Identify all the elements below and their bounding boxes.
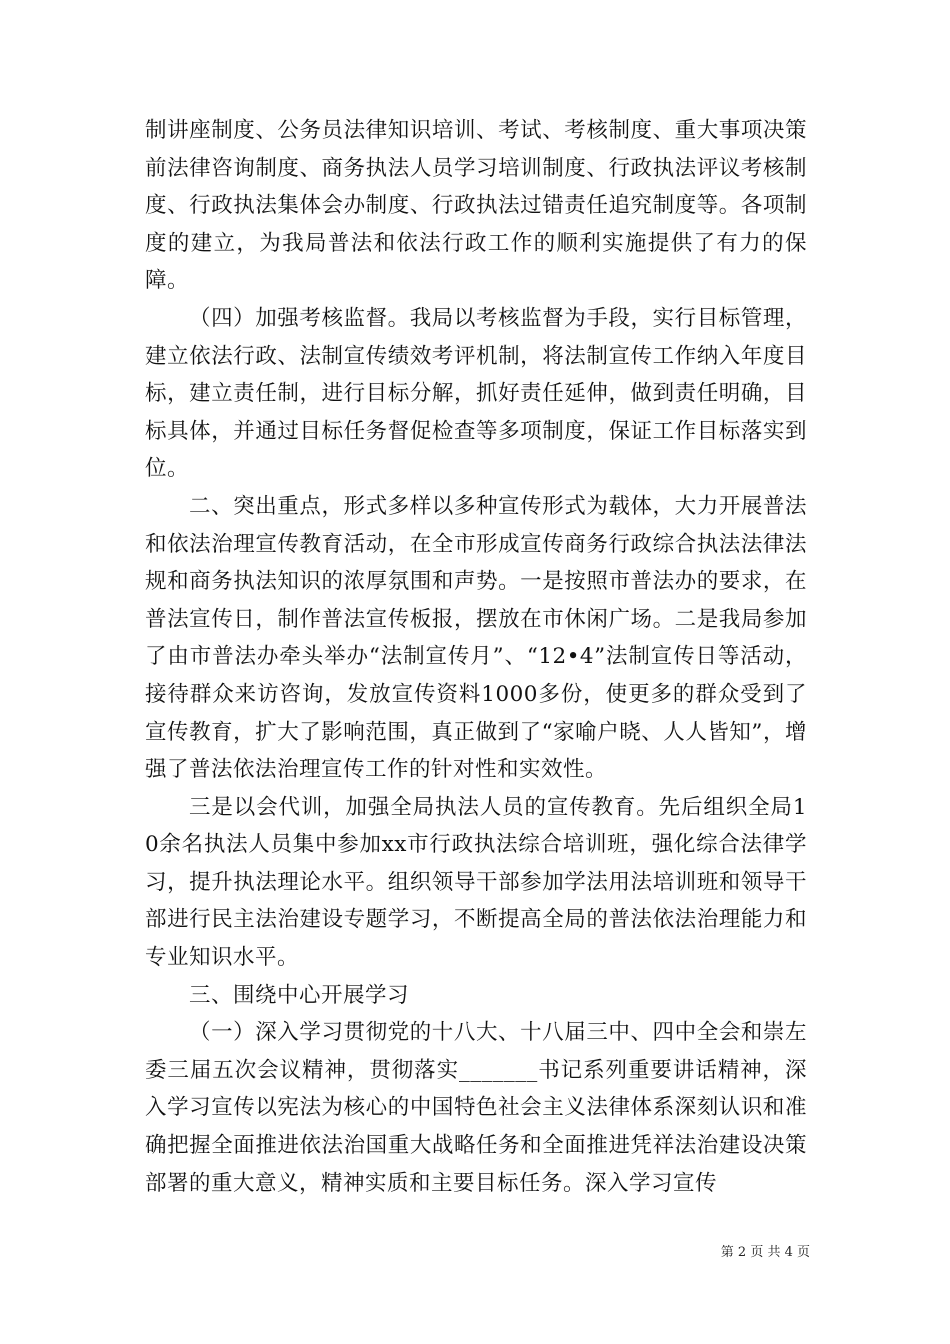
paragraph-continued-rules: 制讲座制度、公务员法律知识培训、考试、考核制度、重大事项决策前法律咨询制度、商务执法人员学习培训制度、行政执法评议考核制度、行政执法集体会办制度、行政执法过错责任追究制度等。各项制度的建立，为我局普法和依法行政工作的顺利实施提供了有力的保障。: [145, 118, 807, 294]
document-body: [145, 112, 807, 1202]
paragraph-study-spirit: （一）深入学习贯彻党的十八大、十八届三中、四中全会和崇左委三届五次会议精神，贯彻落实_______书记系列重要讲话精神，深入学习宣传以宪法为核心的中国特色社会主义法律体系深刻认识和准确把握全面推进依法治国重大战略任务和全面推进凭祥法治建设决策部署的重大意义，精神实质和主要目标任务。深入学习宣传: [145, 1020, 807, 1196]
paragraph-assessment-supervision: （四）加强考核监督。我局以考核监督为手段，实行目标管理，建立依法行政、法制宣传绩效考评机制，将法制宣传工作纳入年度目标，建立责任制，进行目标分解，抓好责任延伸，做到责任明确，目标具体，并通过目标任务督促检查等多项制度，保证工作目标落实到位。: [145, 305, 807, 482]
page-number: 第 2 页 共 4 页: [720, 1245, 810, 1260]
paragraph-training-by-meeting: 三是以会代训，加强全局执法人员的宣传教育。先后组织全局10余名执法人员集中参加xx市行政执法综合培训班，强化综合法律学习，提升执法理论水平。组织领导干部参加学法用法培训班和领导干部进行民主法治建设专题学习，不断提高全局的普法依法治理能力和专业知识水平。: [145, 794, 807, 971]
paragraph-section-two-publicity: 二、突出重点，形式多样以多种宣传形式为载体，大力开展普法和依法治理宣传教育活动，在全市形成宣传商务行政综合执法法律法规和商务执法知识的浓厚氛围和声势。一是按照市普法办的要求，在普法宣传日，制作普法宣传板报，摆放在市休闲广场。二是我局参加了由市普法办牵头举办“法制宣传月”、“12•4”法制宣传日等活动，接待群众来访咨询，发放宣传资料1000多份，使更多的群众受到了宣传教育，扩大了影响范围，真正做到了“家喻户晓、人人皆知”，增强了普法依法治理宣传工作的针对性和实效性。: [145, 493, 807, 783]
section-heading-three: 三、围绕中心开展学习: [189, 982, 410, 1008]
